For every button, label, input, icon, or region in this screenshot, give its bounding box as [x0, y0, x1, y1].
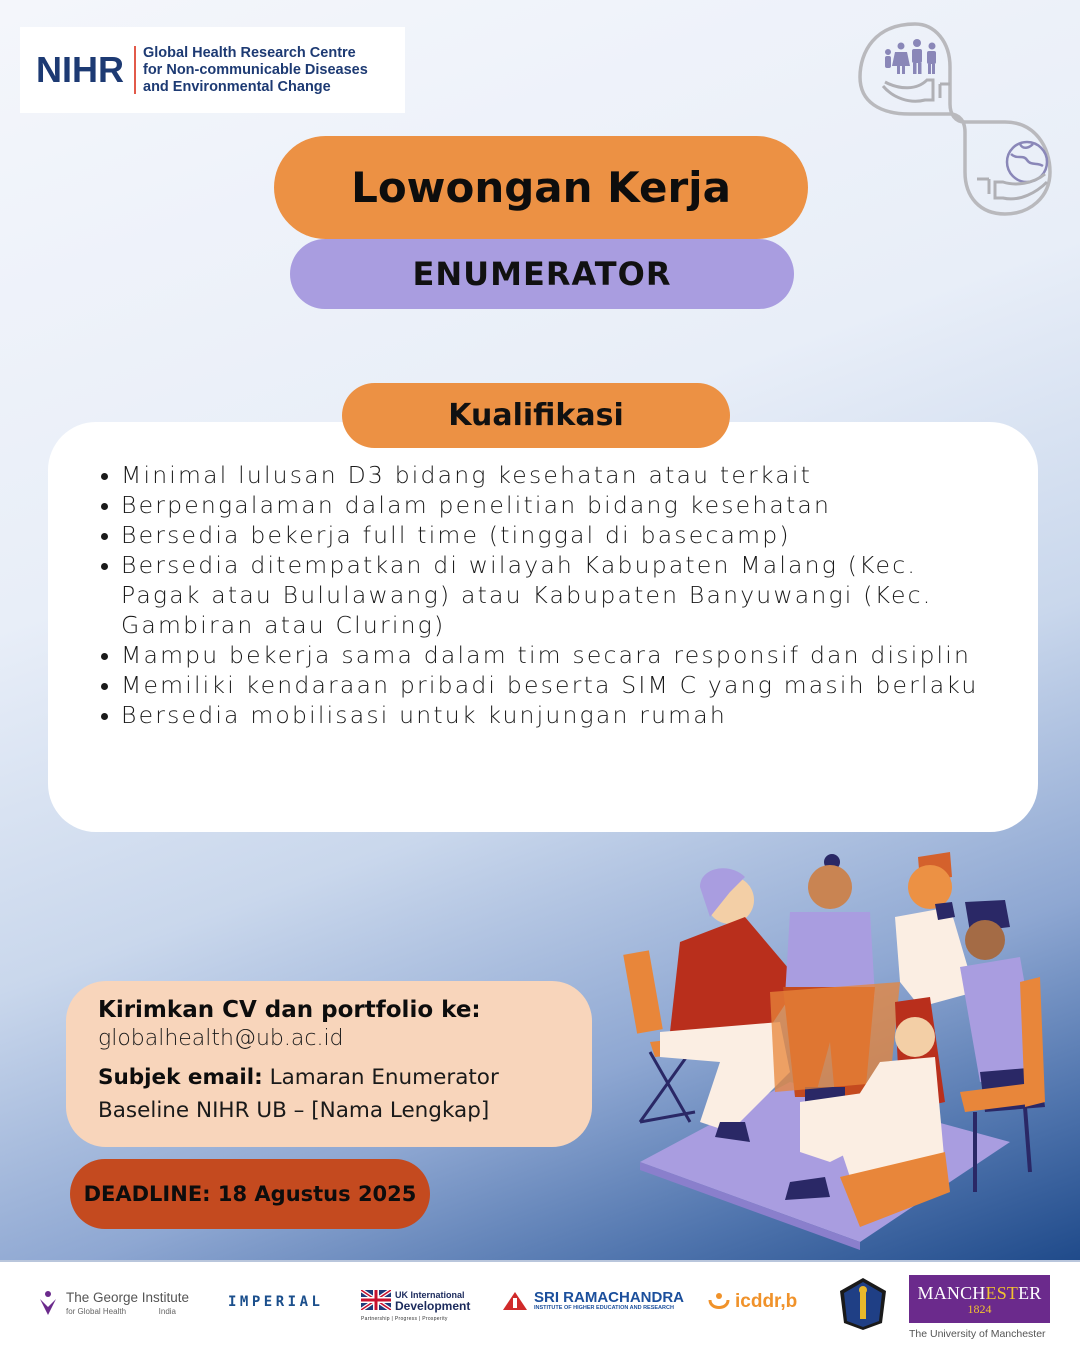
- team-discussion-illustration: [600, 832, 1070, 1252]
- bullet-icon: [101, 653, 108, 660]
- bullet-icon: [101, 533, 108, 540]
- manchester-wordmark: MANCHESTER: [917, 1282, 1042, 1303]
- list-item-text: Minimal lulusan D3 bidang kesehatan atau terkait: [121, 461, 812, 489]
- caring-hand-icon: [883, 80, 950, 101]
- union-jack-icon: [361, 1290, 391, 1310]
- manchester-year: 1824: [967, 1301, 992, 1316]
- deadline-badge: [70, 1159, 430, 1229]
- university-of-manchester-logo: [909, 1275, 1050, 1340]
- qualifications-heading-text: Kualifikasi: [448, 398, 624, 433]
- icddrb-mark-icon: [707, 1290, 731, 1314]
- list-item-text: Memiliki kendaraan pribadi beserta SIM C yang masih berlaku: [121, 671, 979, 699]
- list-item: [98, 460, 998, 490]
- sri-ramachandra-logo: [502, 1290, 684, 1312]
- sri-ramachandra-sub: INSTITUTE OF HIGHER EDUCATION AND RESEARCH: [534, 1305, 674, 1311]
- role-badge: [290, 239, 794, 309]
- george-institute-mark-icon: [38, 1290, 58, 1316]
- bullet-icon: [101, 473, 108, 480]
- sri-ramachandra-name: SRI RAMACHANDRA: [534, 1289, 684, 1306]
- bullet-icon: [101, 713, 108, 720]
- ukid-tagline: Partnership | Progress | Prosperity: [361, 1316, 448, 1322]
- nihr-centre-name: [143, 45, 368, 96]
- email-subject: [98, 1061, 568, 1127]
- ukid-line-2: Development: [395, 1299, 471, 1313]
- bullet-icon: [101, 503, 108, 510]
- ukid-line-1: UK International: [395, 1290, 465, 1300]
- list-item: [98, 550, 998, 640]
- list-item: [98, 670, 998, 700]
- uk-international-development-logo: [361, 1290, 471, 1322]
- list-item-text: Mampu bekerja sama dalam tim secara responsif dan disiplin: [121, 641, 972, 669]
- email-subject-value: Lamaran Enumerator Baseline NIHR UB – [Nama Lengkap]: [98, 1065, 499, 1123]
- bullet-icon: [101, 563, 108, 570]
- qualifications-list: [98, 460, 998, 730]
- logo-divider: [134, 46, 136, 94]
- partner-logos-footer: [0, 1262, 1080, 1350]
- caring-hand-icon: [977, 174, 1047, 199]
- qualifications-heading: [342, 383, 730, 448]
- nihr-line-2: for Non-communicable Diseases: [143, 61, 368, 78]
- bullet-icon: [101, 683, 108, 690]
- nihr-line-3: and Environmental Change: [143, 78, 331, 95]
- family-icon: [885, 39, 936, 74]
- list-item-text: Bersedia bekerja full time (tinggal di basecamp): [121, 521, 791, 549]
- list-item: [98, 640, 998, 670]
- list-item-text: Bersedia ditempatkan di wilayah Kabupaten Malang (Kec. Pagak atau Bululawang) atau Kabupaten Banyuwangi (Kec. Gambiran atau Cluring): [121, 551, 933, 639]
- deadline-text: DEADLINE: 18 Agustus 2025: [83, 1182, 417, 1206]
- icddrb-name: icddr,b: [735, 1291, 798, 1312]
- infinity-emblem-icon: [855, 22, 1065, 218]
- list-item: [98, 490, 998, 520]
- nihr-mark: NIHR: [36, 49, 124, 90]
- list-item: [98, 520, 998, 550]
- role-text: ENUMERATOR: [412, 255, 672, 293]
- list-item-text: Berpengalaman dalam penelitian bidang kesehatan: [121, 491, 832, 519]
- george-institute-sub: for Global Health: [66, 1307, 127, 1316]
- email-subject-label: Subjek email:: [98, 1065, 263, 1090]
- list-item: [98, 700, 998, 730]
- george-institute-name: The George Institute: [66, 1290, 190, 1305]
- nihr-logo: [20, 27, 405, 113]
- contact-email-link[interactable]: globalhealth@ub.ac.id: [98, 1026, 344, 1051]
- imperial-logo: IMPERIAL: [228, 1294, 324, 1310]
- contact-heading: Kirimkan CV dan portfolio ke:: [98, 997, 481, 1023]
- job-vacancy-heading: [274, 136, 808, 239]
- george-institute-logo: [38, 1290, 189, 1316]
- george-institute-region: India: [158, 1307, 176, 1316]
- manchester-caption: The University of Manchester: [909, 1328, 1046, 1340]
- icddrb-logo: [707, 1290, 797, 1314]
- nihr-line-1: Global Health Research Centre: [143, 44, 356, 61]
- contact-card: [66, 981, 592, 1147]
- heading-text: Lowongan Kerja: [351, 163, 731, 212]
- universitas-brawijaya-seal-icon: [838, 1277, 888, 1331]
- sri-ramachandra-emblem-icon: [502, 1291, 528, 1311]
- list-item-text: Bersedia mobilisasi untuk kunjungan rumah: [121, 701, 727, 729]
